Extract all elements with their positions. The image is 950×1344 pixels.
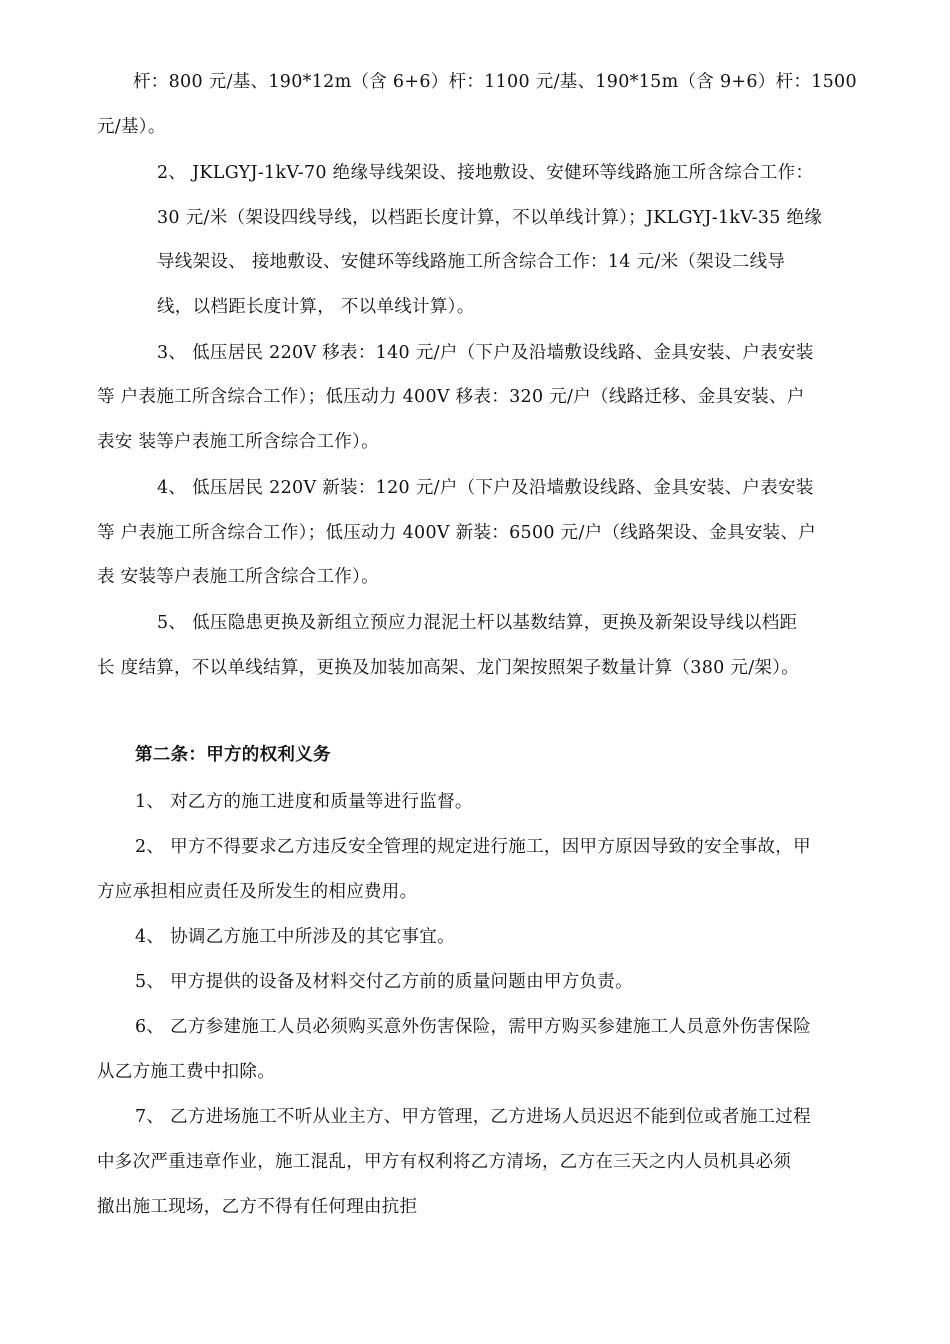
- text-line: 6、 乙方参建施工人员必须购买意外伤害保险，需甲方购买参建施工人员意外伤害保险: [135, 1017, 811, 1037]
- text-line: 30 元/米（架设四线导线，以档距长度计算，不以单线计算）；JKLGYJ-1kV-35 绝缘: [157, 208, 823, 228]
- text-line: 2、 JKLGYJ-1kV-70 绝缘导线架设、接地敷设、安健环等线路施工所含综合工作：: [157, 163, 814, 183]
- section-heading: 第二条：甲方的权利义务: [135, 745, 331, 765]
- text-line: 方应承担相应责任及所发生的相应费用。: [97, 882, 418, 902]
- text-line: 等 户表施工所含综合工作）；低压动力 400V 移表：320 元/户（线路迁移、金具安装、户: [97, 387, 805, 407]
- text-line: 中多次严重违章作业，施工混乱，甲方有权利将乙方清场，乙方在三天之内人员机具必须: [97, 1152, 792, 1172]
- text-line: 线，以档距长度计算， 不以单线计算）。: [157, 297, 475, 317]
- text-line: 元/基）。: [97, 117, 166, 137]
- text-line: 4、 协调乙方施工中所涉及的其它事宜。: [135, 927, 455, 947]
- text-line: 7、 乙方进场施工不听从业主方、甲方管理，乙方进场人员迟迟不能到位或者施工过程: [135, 1107, 811, 1127]
- text-line: 从乙方施工费中扣除。: [97, 1062, 275, 1082]
- text-line: 等 户表施工所含综合工作）；低压动力 400V 新装：6500 元/户（线路架设、金具安装、户: [97, 523, 817, 543]
- text-line: 表 安装等户表施工所含综合工作）。: [97, 567, 379, 587]
- text-line: 撤出施工现场，乙方不得有任何理由抗拒: [97, 1197, 418, 1217]
- text-line: 导线架设、 接地敷设、安健环等线路施工所含综合工作：14 元/米（架设二线导: [157, 252, 786, 272]
- text-line: 5、 低压隐患更换及新组立预应力混泥土杆以基数结算，更换及新架设导线以档距: [157, 613, 798, 633]
- text-line: 2、 甲方不得要求乙方违反安全管理的规定进行施工，因甲方原因导致的安全事故，甲: [135, 837, 811, 857]
- text-line: 杆：800 元/基、190*12m（含 6+6）杆：1100 元/基、190*15m（含 9+6）杆：1500: [133, 72, 857, 92]
- text-line: 1、 对乙方的施工进度和质量等进行监督。: [135, 792, 473, 812]
- text-line: 3、 低压居民 220V 移表：140 元/户（下户及沿墙敷设线路、金具安装、户表安装: [157, 343, 814, 363]
- text-line: 5、 甲方提供的设备及材料交付乙方前的质量问题由甲方负责。: [135, 972, 633, 992]
- text-line: 表安 装等户表施工所含综合工作）。: [97, 432, 379, 452]
- text-line: 长 度结算，不以单线结算，更换及加装加高架、龙门架按照架子数量计算（380 元/架）。: [97, 658, 800, 678]
- text-line: 4、 低压居民 220V 新装：120 元/户（下户及沿墙敷设线路、金具安装、户表安装: [157, 478, 814, 498]
